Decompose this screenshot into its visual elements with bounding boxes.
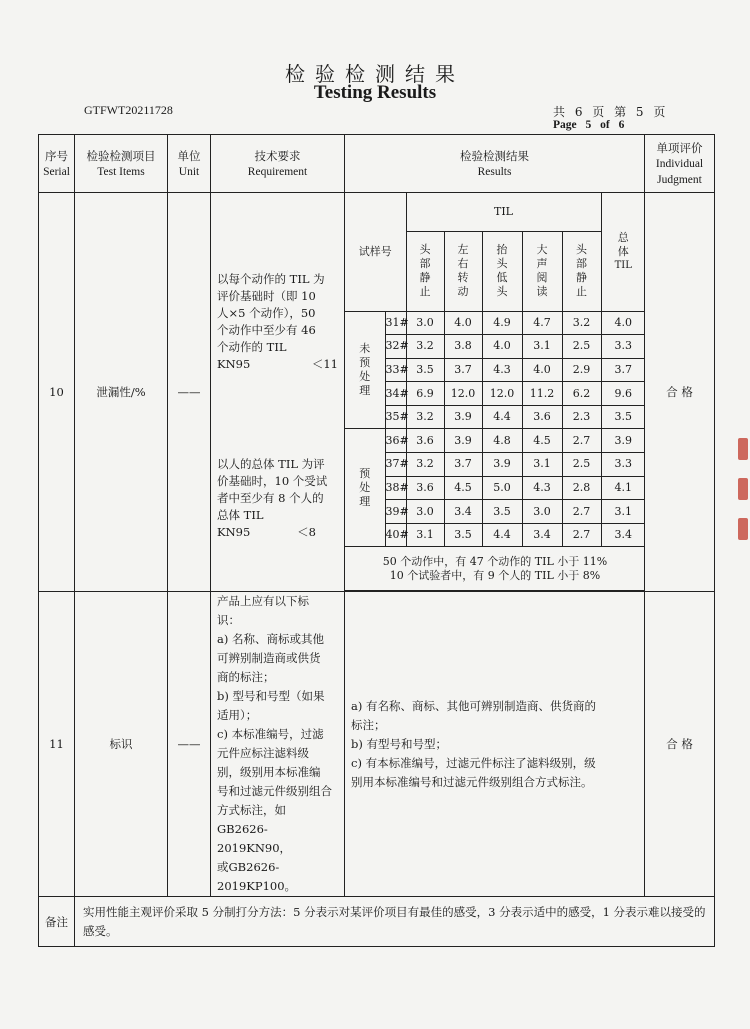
req11-line: 号和过滤元件级别组合 [217,784,332,799]
til-value: 2.7 [562,500,601,524]
sample-id: 35# [385,405,406,429]
title-en: Testing Results [313,82,437,103]
res11-line: 别用本标准编号和过滤元件级别组合方式标注。 [351,774,593,789]
requirement-11 [211,592,345,897]
req11-line: c) 本标准编号，过滤 [217,727,324,742]
req11-line: 元件应标注滤料级 [217,746,309,761]
res11-line: a) 有名称、商标、其他可辨别制造商、供货商的 [351,698,596,713]
til-value: 3.6 [406,476,444,500]
requirement-10-per-action [211,216,344,428]
til-header: TIL [406,193,601,231]
res11-line: 标注； [351,717,386,732]
til-row [345,500,645,524]
til-value: 3.5 [601,405,645,429]
sample-id: 38# [385,476,406,500]
til-value: 2.7 [562,429,601,453]
til-row [345,382,645,406]
item-leakage: 泄漏性/% [75,193,168,592]
summary-persons: 10 个试验者中，有 9 个人的 TIL 小于 8% [389,568,601,582]
til-row [345,476,645,500]
til-value: 4.0 [522,358,562,382]
sample-id: 32# [385,335,406,359]
req2-kn: KN95 [217,524,251,539]
req2-line: 价基础时，10 个受试 [217,473,328,488]
remarks-text: 实用性能主观评价采取 5 分制打分方法：5 分表示对某评价项目有最佳的感受，3 分表示适中的感受，1 分表示难以接受的感受。 [75,897,715,947]
til-value: 3.2 [562,311,601,335]
results-10 [345,193,645,592]
unit-10: —— [168,193,211,592]
req11-line: 识： [217,613,240,628]
til-value: 3.9 [444,405,482,429]
til-value: 4.0 [482,335,522,359]
til-value: 2.8 [562,476,601,500]
requirement-header: 技术要求 Requirement [211,135,345,193]
req11-line: 适用）； [217,708,258,723]
req1-value: ＜11 [311,357,338,372]
req1-line: 个动作中至少有 46 [217,323,316,338]
til-row [345,453,645,477]
req1-line: 以每个动作的 TIL 为 [217,272,325,287]
results-11 [345,592,645,897]
action-header-3: 大 声 阅 读 [522,231,562,311]
page-indicator-en: Page 5 of 6 [553,119,625,131]
til-row [345,358,645,382]
action-header-0: 头 部 静 止 [406,231,444,311]
req2-line: 者中至少有 8 个人的 [217,490,324,505]
seal-stamp-fragment [736,420,750,590]
til-value: 3.9 [601,429,645,453]
til-value: 2.9 [562,358,601,382]
unit-header: 单位 Unit [168,135,211,193]
til-value: 3.1 [406,523,444,547]
til-value: 3.9 [482,453,522,477]
res11-line: c) 有本标准编号，过滤元件标注了滤料级别，级 [351,755,596,770]
sample-id: 31# [385,311,406,335]
sample-id: 36# [385,429,406,453]
req11-line: 产品上应有以下标 [217,594,309,609]
req2-line: 以人的总体 TIL 为评 [217,456,325,471]
remarks-row [39,897,715,947]
til-value: 2.5 [562,335,601,359]
til-value: 3.0 [522,500,562,524]
req11-line: GB2626-2019KN90， [217,822,292,856]
til-value: 4.4 [482,523,522,547]
til-row [345,311,645,335]
til-value: 3.5 [482,500,522,524]
serial-header: 序号 Serial [39,135,75,193]
group-pretreated-label: 预 处 理 [345,429,385,547]
req1-line: 人×5 个动作），50 [217,306,316,321]
req11-line: 方式标注，如 [217,803,286,818]
req11-line: 别，级别用本标准编 [217,765,321,780]
req11-line: 或GB2626-2019KP100。 [217,860,297,894]
til-value: 3.3 [601,335,645,359]
items-header: 检验检测项目 Test Items [75,135,168,193]
sample-id: 39# [385,500,406,524]
remarks-label: 备注 [39,897,75,947]
title-cn: 检验检测结果 [285,62,465,86]
til-value: 6.9 [406,382,444,406]
til-value: 6.2 [562,382,601,406]
til-value: 4.3 [522,476,562,500]
til-value: 3.1 [601,500,645,524]
til-row [345,523,645,547]
til-value: 11.2 [522,382,562,406]
til-value: 4.3 [482,358,522,382]
til-value: 3.2 [406,405,444,429]
judgment-10: 合 格 [645,193,715,592]
til-value: 2.7 [562,523,601,547]
til-value: 3.4 [522,523,562,547]
til-value: 3.5 [406,358,444,382]
til-value: 4.0 [601,311,645,335]
action-header-4: 头 部 静 止 [562,231,601,311]
til-value: 4.9 [482,311,522,335]
til-row [345,429,645,453]
sample-id: 40# [385,523,406,547]
til-value: 3.8 [444,335,482,359]
judgment-header: 单项评价 Individual Judgment [645,135,715,193]
req1-line: 个动作的 TIL [217,340,287,355]
sample-id: 33# [385,358,406,382]
summary-actions: 50 个动作中，有 47 个动作的 TIL 小于 11% [382,554,608,568]
req2-value: ＜8 [297,524,316,539]
results-table [38,134,715,947]
til-value: 4.1 [601,476,645,500]
til-value: 3.2 [406,453,444,477]
req11-line: 商的标注； [217,670,275,685]
til-value: 3.0 [406,500,444,524]
req1-line: 评价基础时（即 10 [217,289,316,304]
til-row [345,405,645,429]
til-value: 2.3 [562,405,601,429]
total-til-header: 总 体 TIL [601,193,645,311]
til-value: 3.9 [444,429,482,453]
til-value: 3.5 [444,523,482,547]
til-value: 12.0 [444,382,482,406]
sample-id: 34# [385,382,406,406]
req11-line: 可辨别制造商或供货 [217,651,321,666]
unit-11: —— [168,592,211,897]
judgment-11: 合 格 [645,592,715,897]
til-value: 4.4 [482,405,522,429]
til-value: 4.5 [522,429,562,453]
req2-line: 总体 TIL [217,507,264,522]
req11-line: a) 名称、商标或其他 [217,632,324,647]
til-value: 3.4 [444,500,482,524]
header-row [39,135,715,193]
til-value: 9.6 [601,382,645,406]
til-value: 3.2 [406,335,444,359]
til-row [345,335,645,359]
til-value: 12.0 [482,382,522,406]
sample-header: 试样号 [345,193,406,311]
requirement-10 [211,193,345,592]
serial-11: 11 [39,592,75,897]
serial-10: 10 [39,193,75,592]
req2-lines [217,456,338,524]
row-11 [39,592,715,897]
til-value: 3.3 [601,453,645,477]
til-table [345,193,645,591]
til-value: 4.5 [444,476,482,500]
til-value: 4.0 [444,311,482,335]
req1-lines [217,271,338,356]
til-value: 3.7 [444,358,482,382]
req1-kn: KN95 [217,357,251,372]
res11-line: b) 有型号和号型； [351,736,448,751]
page-indicator-cn: 共 6 页 第 5 页 [553,105,666,119]
action-header-1: 左 右 转 动 [444,231,482,311]
til-value: 3.6 [406,429,444,453]
til-value: 4.8 [482,429,522,453]
group-untreated-label: 未 预 处 理 [345,311,385,429]
report-number: GTFWT20211728 [84,103,173,117]
til-value: 3.4 [601,523,645,547]
req11-line: b) 型号和号型（如果 [217,689,325,704]
results-header: 检验检测结果 Results [345,135,645,193]
til-value: 3.1 [522,335,562,359]
til-value: 3.0 [406,311,444,335]
row-10 [39,193,715,592]
til-value: 2.5 [562,453,601,477]
item-marking: 标识 [75,592,168,897]
til-value: 3.6 [522,405,562,429]
sample-id: 37# [385,453,406,477]
til-value: 5.0 [482,476,522,500]
til-value: 3.7 [601,358,645,382]
til-summary [345,547,645,591]
action-header-2: 抬 头 低 头 [482,231,522,311]
til-value: 4.7 [522,311,562,335]
requirement-10-per-person [211,428,344,568]
til-value: 3.1 [522,453,562,477]
til-value: 3.7 [444,453,482,477]
